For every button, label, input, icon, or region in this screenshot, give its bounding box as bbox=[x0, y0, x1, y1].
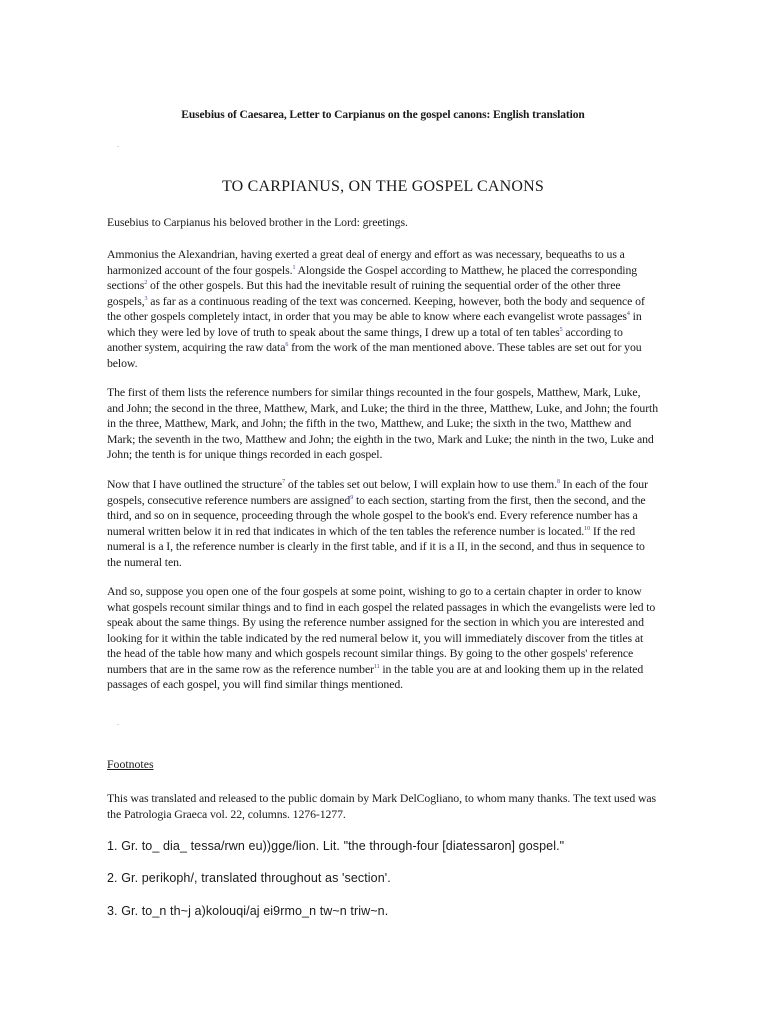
footnote-ref-9[interactable]: 9 bbox=[350, 494, 354, 501]
separator-dot: . bbox=[117, 718, 119, 727]
footnote-ref-1[interactable]: 1 bbox=[292, 264, 296, 271]
footnote-1: 1. Gr. to_ dia_ tessa/rwn eu))gge/lion. Lit. "the through-four [diatessaron] gospel." bbox=[107, 839, 565, 853]
paragraph-1: Ammonius the Alexandrian, having exerted a great deal of energy and effort as was necessary, bequeaths to us a harmonized account of the four gospels.$^1$ Alongside the Gospel according to Matthew, he placed the corresponding sections$^2$ of the other gospels. But this had the inevitable result of ruining the sequential order of the other three gospels,$^3$ as far as a continuous reading of the text was concerned. Keeping, however, both the body and sequence of the other gospels completely intact, in order that you may be able to know where each evangelist wrote passages$^4$ in which they were led by love of truth to speak about the same things, I drew up a total of ten tables$^5$ according to another system, acquiring the raw data$^6$ from the work of the man mentioned above. These tables are set out for you below. bbox=[107, 247, 645, 370]
main-heading: TO CARPIANUS, ON THE GOSPEL CANONS bbox=[221, 178, 545, 195]
footnote-ref-8[interactable]: 8 bbox=[556, 479, 560, 486]
footnote-ref-10[interactable]: 10 bbox=[584, 525, 590, 532]
footnote-ref-7[interactable]: 7 bbox=[282, 479, 285, 486]
footnote-2: 2. Gr. perikoph/, translated throughout as 'section'. bbox=[107, 871, 391, 885]
footnote-ref-6[interactable]: 6 bbox=[285, 342, 289, 349]
paragraph-2: The first of them lists the reference numbers for similar things recounted in the four gospels, Matthew, Mark, Luke, and John; the second in the three, Matthew, Mark, and Luke; the third in the three, Matthew, Luke, and John; the fourth in the three, Matthew, Mark, and John; the fifth in the two, Matthew, and Luke; the sixth in the two, Matthew and Mark; the seventh in the two, Matthew and John; the eighth in the two, Mark and Luke; the ninth in the two, Luke and John; the tenth is for unique things recorded in each gospel. bbox=[107, 385, 659, 461]
separator-dot: . bbox=[117, 140, 119, 149]
paragraph-4: And so, suppose you open one of the four gospels at some point, wishing to go to a certain chapter in order to know what gospels recount similar things and to find in each gospel the related passages in which the evangelists were led to speak about the same things. By using the reference number assigned for the section in which you are interested and looking for it within the table indicated by the red numeral below it, you will immediately discover from the titles at the head of the table how many and which gospels recount similar things. By going to the other gospels' reference numbers that are in the same row as the reference number$^{11}$ in the table you are at and looking them up in the related passages of each gospel, you will find similar things mentioned. bbox=[107, 584, 656, 691]
footnote-ref-4[interactable]: 4 bbox=[626, 311, 630, 318]
document-title: Eusebius of Caesarea, Letter to Carpianus on the gospel canons: English translation bbox=[181, 109, 585, 121]
footnote-ref-11[interactable]: 11 bbox=[373, 663, 380, 670]
footnote-ref-3[interactable]: 3 bbox=[144, 295, 148, 302]
footnotes-heading: Footnotes bbox=[107, 757, 154, 771]
footnote-ref-5[interactable]: 5 bbox=[559, 326, 563, 333]
paragraph-3: Now that I have outlined the structure$^7$ of the tables set out below, I will explain how to use them.$^8$ In each of the four gospels, consecutive reference numbers are assigned$^9$ to each section, starting from the first, then the second, and the third, and so on in sequence, proceeding through the whole gospel to the book's end. Every reference number has a numeral written below it in red that indicates in which of the ten tables the reference number is located.$^{10}$ If the red numeral is a I, the reference number is clearly in the first table, and if it is a II, in the second, and thus in sequence to the numeral ten. bbox=[107, 477, 648, 569]
greeting: Eusebius to Carpianus his beloved brother in the Lord: greetings. bbox=[107, 215, 408, 229]
footnote-ref-2[interactable]: 2 bbox=[144, 280, 148, 287]
footnotes-intro: This was translated and released to the public domain by Mark DelCogliano, to whom many thanks. The text used was the Patrologia Graeca vol. 22, columns. 1276-1277. bbox=[107, 791, 657, 821]
footnote-3: 3. Gr. to_n th~j a)kolouqi/aj ei9rmo_n tw~n triw~n. bbox=[107, 904, 389, 918]
